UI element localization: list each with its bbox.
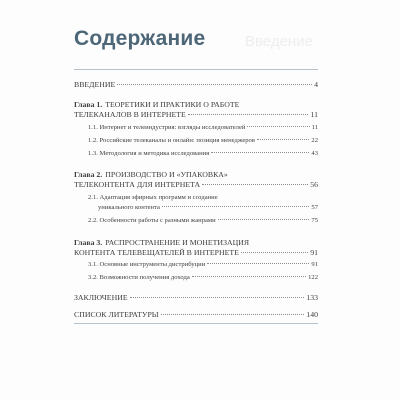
page-number: 75: [311, 217, 318, 224]
toc-section-2-1[interactable]: [88, 195, 318, 202]
section-title: 3.1. Основные инструменты дистрибуции: [88, 261, 206, 268]
page-number: 57: [311, 204, 318, 211]
toc-entry-chapter-1-cont: [74, 111, 318, 119]
toc-entry-intro[interactable]: [74, 81, 318, 89]
dot-leader: [162, 206, 309, 207]
contents-heading: Содержание: [74, 27, 206, 50]
chapter-label: Глава 2.: [74, 170, 103, 179]
section-title: 2.2. Особенности работы с разными жанрами: [88, 217, 216, 224]
page-number: 122: [308, 274, 318, 281]
section-title-line2: уникального контента: [98, 204, 160, 211]
chapter-title-line2: КОНТЕНТА ТЕЛЕВЕЩАТЕЛЕЙ В ИНТЕРНЕТЕ: [74, 248, 239, 257]
toc-entry-chapter-1[interactable]: [74, 101, 318, 109]
toc-entry-chapter-2[interactable]: [74, 171, 318, 179]
section-title: 3.2. Возможности получения дохода: [88, 274, 190, 281]
dot-leader: [257, 139, 309, 140]
toc-entry-chapter-3[interactable]: [74, 239, 318, 247]
toc-section-3-1[interactable]: [88, 262, 318, 269]
entry-title: ЗАКЛЮЧЕНИЕ: [74, 293, 128, 302]
toc-entry-chapter-2-cont: [74, 181, 318, 189]
toc-entry-chapter-3-cont: [74, 249, 318, 257]
section-title: 1.3. Методология и методика исследования: [88, 150, 210, 157]
toc-section-1-3[interactable]: [88, 151, 318, 158]
chapter-title-line2: ТЕЛЕКОНТЕНТА ДЛЯ ИНТЕРНЕТА: [74, 180, 201, 189]
chapter-title-line1: ТЕОРЕТИКИ И ПРАКТИКИ О РАБОТЕ: [105, 100, 240, 109]
page-number: 140: [306, 310, 318, 319]
dot-leader: [207, 263, 309, 264]
chapter-label: Глава 3.: [74, 238, 103, 247]
page-number: 133: [306, 293, 318, 302]
page-number: 11: [310, 110, 318, 119]
entry-title: СПИСОК ЛИТЕРАТУРЫ: [74, 310, 159, 319]
page-number: 11: [311, 124, 318, 131]
toc-section-1-2[interactable]: [88, 138, 318, 145]
toc-section-1-1[interactable]: [88, 125, 318, 132]
toc-section-3-2[interactable]: [88, 275, 318, 282]
bottom-divider: [74, 323, 318, 324]
chapter-title-line1: РАСПРОСТРАНЕНИЕ И МОНЕТИЗАЦИЯ: [105, 238, 250, 247]
dot-leader: [247, 126, 309, 127]
top-divider: [74, 69, 318, 70]
dot-leader: [192, 276, 306, 277]
section-title: 1.1. Интернет и телеиндустрия: взгляды исследователей: [88, 124, 246, 131]
dot-leader: [202, 184, 308, 185]
page-number: 56: [310, 180, 318, 189]
page-number: 4: [314, 80, 318, 89]
entry-title: ВВЕДЕНИЕ: [74, 80, 116, 89]
page-number: 91: [310, 248, 318, 257]
toc-section-2-1-cont: [98, 205, 318, 212]
bleed-through-text: Введение: [245, 33, 313, 50]
dot-leader: [130, 297, 305, 298]
toc-entry-conclusion[interactable]: [74, 294, 318, 302]
chapter-title-line1: ПРОИЗВОДСТВО И «УПАКОВКА»: [105, 170, 228, 179]
chapter-title-line2: ТЕЛЕКАНАЛОВ В ИНТЕРНЕТЕ: [74, 110, 186, 119]
dot-leader: [241, 252, 308, 253]
dot-leader: [211, 152, 309, 153]
dot-leader: [117, 84, 312, 85]
section-title: 1.2. Российские телеканалы и онлайн: позиция менеджеров: [88, 137, 255, 144]
page-number: 22: [311, 137, 318, 144]
dot-leader: [161, 314, 305, 315]
page-number: 43: [311, 150, 318, 157]
toc-section-2-2[interactable]: [88, 218, 318, 225]
dot-leader: [218, 219, 310, 220]
chapter-label: Глава 1.: [74, 100, 103, 109]
toc-entry-references[interactable]: [74, 311, 318, 319]
dot-leader: [188, 114, 309, 115]
page-number: 91: [311, 261, 318, 268]
section-title-line1: 2.1. Адаптация эфирных программ и создание: [88, 194, 218, 201]
